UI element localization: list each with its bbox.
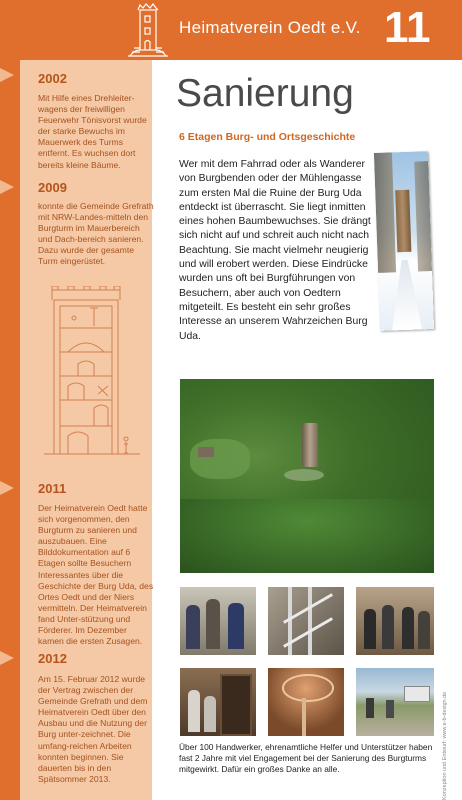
header-bar — [0, 0, 462, 60]
helpers-inside-photo — [356, 587, 434, 655]
tower-logo-icon — [126, 2, 170, 58]
design-credit: Konzeption und Entwurf: www.e-b-design.de — [442, 691, 448, 800]
page-title: Sanierung — [176, 72, 354, 115]
arrow-marker-icon — [0, 651, 14, 665]
timeline-text-2012: Am 15. Februar 2012 wurde der Vertrag zwischen der Gemeinde Grefrath und dem Heimatverein Oedt über den Ausbau und die Nutzung der Burg unter-zeichnet. Die umfang-reichen Arbeiten konnten beginnen. Sie dauerten bis in den Spätsommer 2013. — [38, 674, 148, 784]
section-subtitle: 6 Etagen Burg- und Ortsgeschichte — [179, 131, 356, 143]
organization-name: Heimatverein Oedt e.V. — [179, 18, 361, 37]
aerial-forest-photo — [180, 379, 434, 573]
tower-cross-section-drawing — [38, 286, 142, 458]
workers-door-photo — [180, 668, 256, 736]
year-2009: 2009 — [38, 180, 67, 195]
arrow-marker-icon — [0, 68, 14, 82]
panel-number: 11 — [384, 3, 431, 52]
photo-caption: Über 100 Handwerker, ehrenamtliche Helfer und Unterstützer haben fast 2 Jahre mit viel Engagement bei der Sanierung des Burgturms mitgewirkt. Dafür ein großes Danke an alle. — [179, 742, 433, 775]
year-2002: 2002 — [38, 71, 67, 86]
timeline-text-2009: konnte die Gemeinde Grefrath mit NRW-Landes-mitteln den Burgturm im Mauerbereich und Dach-bereich sanieren. Dazu wurde der gesamte Turm eingerüstet. — [38, 201, 154, 267]
intro-paragraph: Wer mit dem Fahrrad oder als Wanderer von Burgbenden oder der Mühlengasse zum ersten Mal die Ruine der Burg Uda entdeckt ist überrascht. Sie liegt inmitten eines hohen Baumbewuchses. Sie drängt sich nicht auf und schreit auch nicht nach Beachtung. Sie macht vielmehr neugierig und will erobert werden. Diese Eindrücke wurden uns oft bei Burgführungen von Besuchern, aber auch von Oedtern mitgeteilt. Es besteht ein sehr großes Interesse an unserem Wahrzeichen Burg Uda. — [179, 159, 371, 342]
left-edge-strip — [0, 60, 20, 800]
year-2011: 2011 — [38, 481, 67, 496]
timeline-text-2011: Der Heimatverein Oedt hatte sich vorgenommen, den Burgturm zu sanieren und auszubauen. Eine Bilddokumentation auf 6 Etagen sollte Besuchern Interessantes über die Geschichte der Burg Uda, des Ortes Oedt und der Niers vermitteln. Der Heimatverein fand Unter-stützung und Förderer. Im Dezember kamen die ersten Zusagen. — [38, 503, 154, 647]
timeline-text-2002: Mit Hilfe eines Drehleiter-wagens der freiwilligen Feuerwehr Tönisvorst wurde der starke Bewuchs im Mauerwerk des Turms entfernt. Es wuchsen dort bereits kleine Bäume. — [38, 93, 147, 170]
volunteers-group-photo — [180, 587, 256, 655]
scaffolding-stairs-photo — [268, 587, 344, 655]
tower-interior-photo — [268, 668, 344, 736]
year-2012: 2012 — [38, 651, 67, 666]
winter-tower-photo — [374, 151, 434, 331]
arrow-marker-icon — [0, 180, 14, 194]
construction-site-photo — [356, 668, 434, 736]
arrow-marker-icon — [0, 481, 14, 495]
